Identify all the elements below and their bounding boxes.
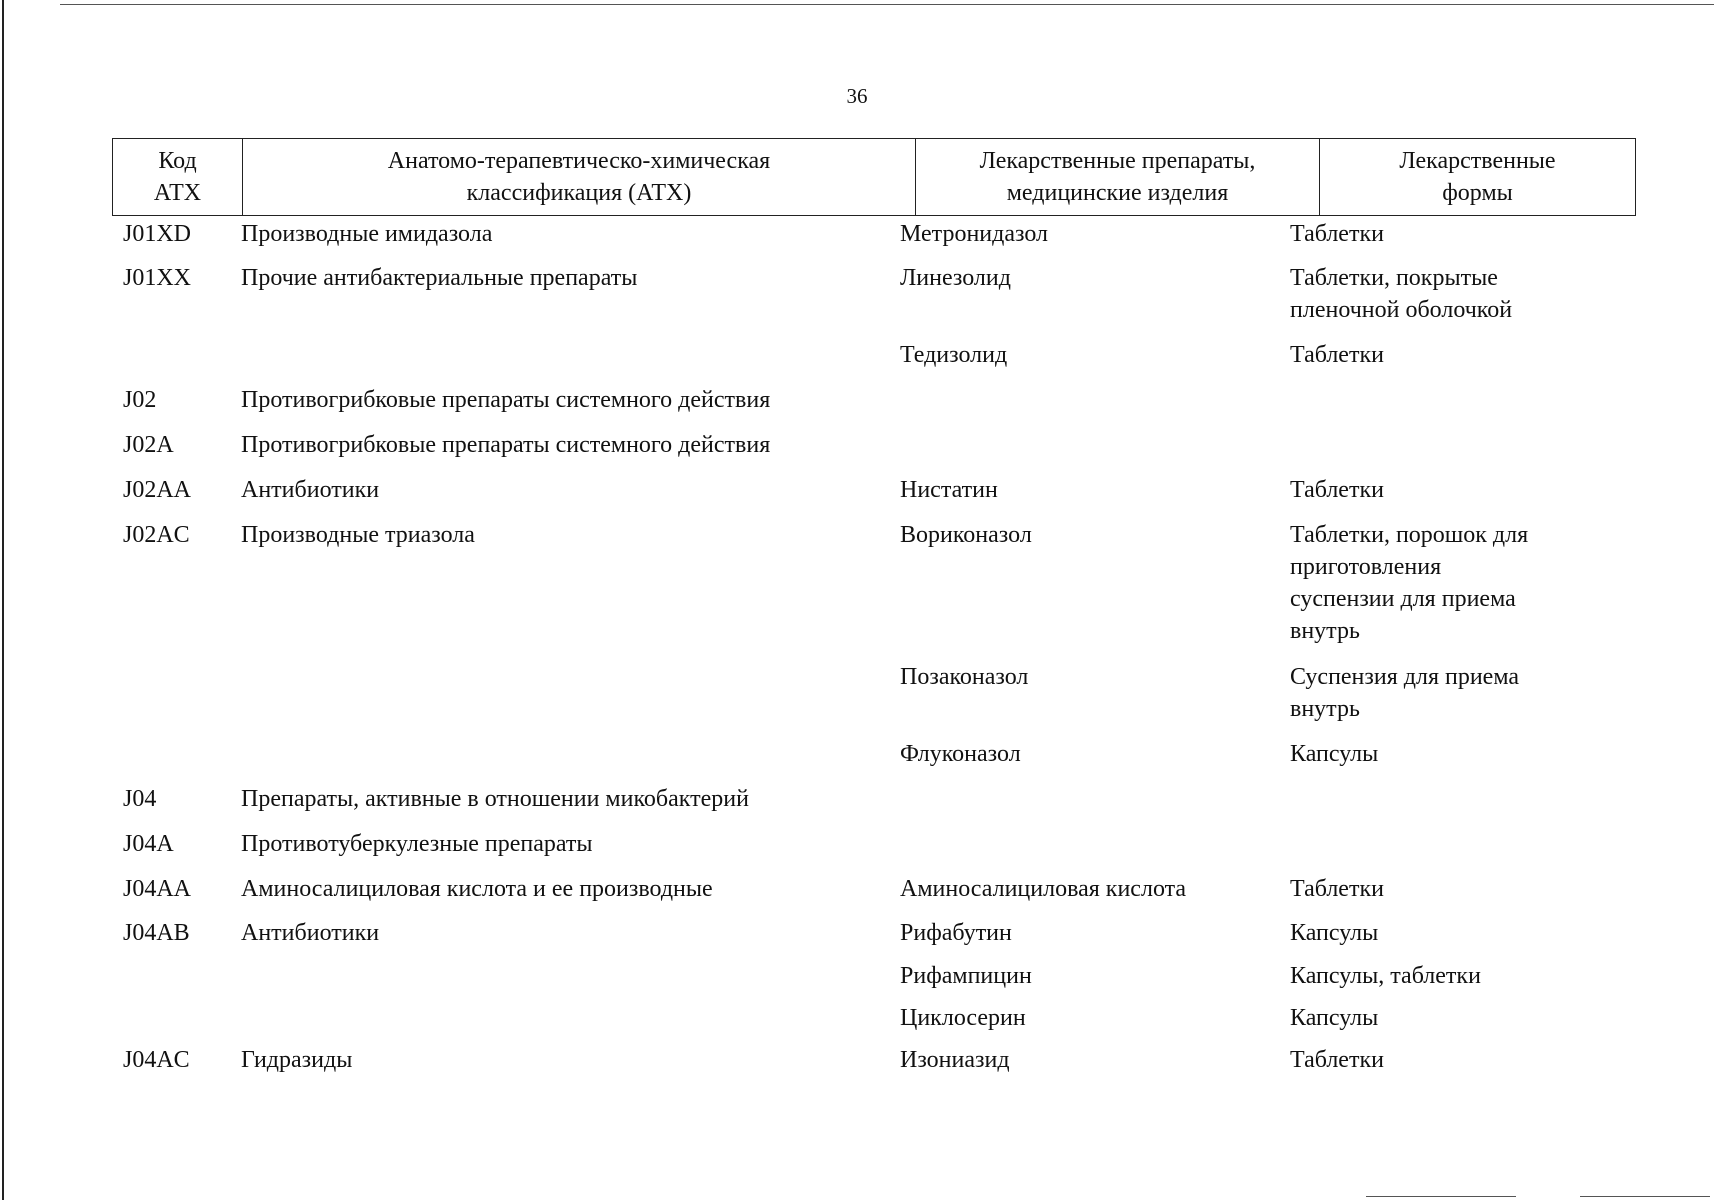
- row-code: J04: [123, 786, 157, 812]
- row-form: Капсулы: [1290, 920, 1379, 946]
- header-row: [113, 139, 1636, 216]
- header-drugs: Лекарственные препараты, медицинские изделия: [916, 139, 1320, 216]
- row-drug: Аминосалициловая кислота: [900, 876, 1187, 902]
- row-classification: Производные имидазола: [241, 221, 493, 247]
- scan-bottom-mark: [1366, 1196, 1516, 1197]
- row-code: J04AC: [123, 1047, 190, 1073]
- scan-bottom-mark: [1580, 1196, 1710, 1197]
- row-form: Таблетки: [1290, 342, 1384, 368]
- scan-left-edge: [2, 0, 4, 1200]
- row-classification: Препараты, активные в отношении микобактерий: [241, 786, 749, 812]
- table-header: [112, 138, 1636, 216]
- scan-top-edge: [60, 4, 1714, 5]
- row-classification: Производные триазола: [241, 522, 475, 548]
- row-classification: Аминосалициловая кислота и ее производные: [241, 876, 713, 902]
- row-form: Суспензия для приема внутрь: [1290, 664, 1520, 722]
- row-code: J02AC: [123, 522, 190, 548]
- row-code: J02A: [123, 432, 174, 458]
- row-classification: Гидразиды: [241, 1047, 353, 1073]
- row-classification: Противогрибковые препараты системного действия: [241, 387, 771, 413]
- row-form: Таблетки: [1290, 1047, 1384, 1073]
- row-drug: Вориконазол: [900, 522, 1032, 548]
- row-code: J04A: [123, 831, 174, 857]
- row-code: J01XX: [123, 265, 192, 291]
- row-drug: Метронидазол: [900, 221, 1049, 247]
- row-drug: Линезолид: [900, 265, 1011, 291]
- row-classification: Антибиотики: [241, 920, 380, 946]
- row-drug: Изониазид: [900, 1047, 1010, 1073]
- row-classification: Противогрибковые препараты системного действия: [241, 432, 771, 458]
- row-form: Капсулы: [1290, 741, 1379, 767]
- row-form: Таблетки, покрытые пленочной оболочкой: [1290, 265, 1513, 323]
- page-number: 36: [846, 84, 868, 108]
- row-classification: Прочие антибактериальные препараты: [241, 265, 638, 291]
- row-form: Таблетки: [1290, 477, 1384, 503]
- row-form: Таблетки: [1290, 876, 1384, 902]
- row-code: J02AA: [123, 477, 192, 503]
- row-code: J02: [123, 387, 157, 413]
- row-drug: Флуконазол: [900, 741, 1021, 767]
- row-drug: Позаконазол: [900, 664, 1029, 690]
- header-code: Код АТХ: [113, 139, 243, 216]
- row-drug: Циклосерин: [900, 1005, 1026, 1031]
- row-drug: Рифабутин: [900, 920, 1012, 946]
- row-classification: Антибиотики: [241, 477, 380, 503]
- row-form: Капсулы: [1290, 1005, 1379, 1031]
- row-form: Таблетки, порошок для приготовления суспензии для приема внутрь: [1290, 522, 1529, 644]
- row-drug: Нистатин: [900, 477, 998, 503]
- row-drug: Рифампицин: [900, 963, 1032, 989]
- row-code: J04AA: [123, 876, 192, 902]
- row-code: J01XD: [123, 221, 192, 247]
- row-code: J04AB: [123, 920, 190, 946]
- row-drug: Тедизолид: [900, 342, 1008, 368]
- header-forms: Лекарственные формы: [1320, 139, 1636, 216]
- row-form: Таблетки: [1290, 221, 1384, 247]
- header-classification: Анатомо-терапевтическо-химическая классификация (АТХ): [243, 139, 916, 216]
- row-form: Капсулы, таблетки: [1290, 963, 1481, 989]
- row-classification: Противотуберкулезные препараты: [241, 831, 593, 857]
